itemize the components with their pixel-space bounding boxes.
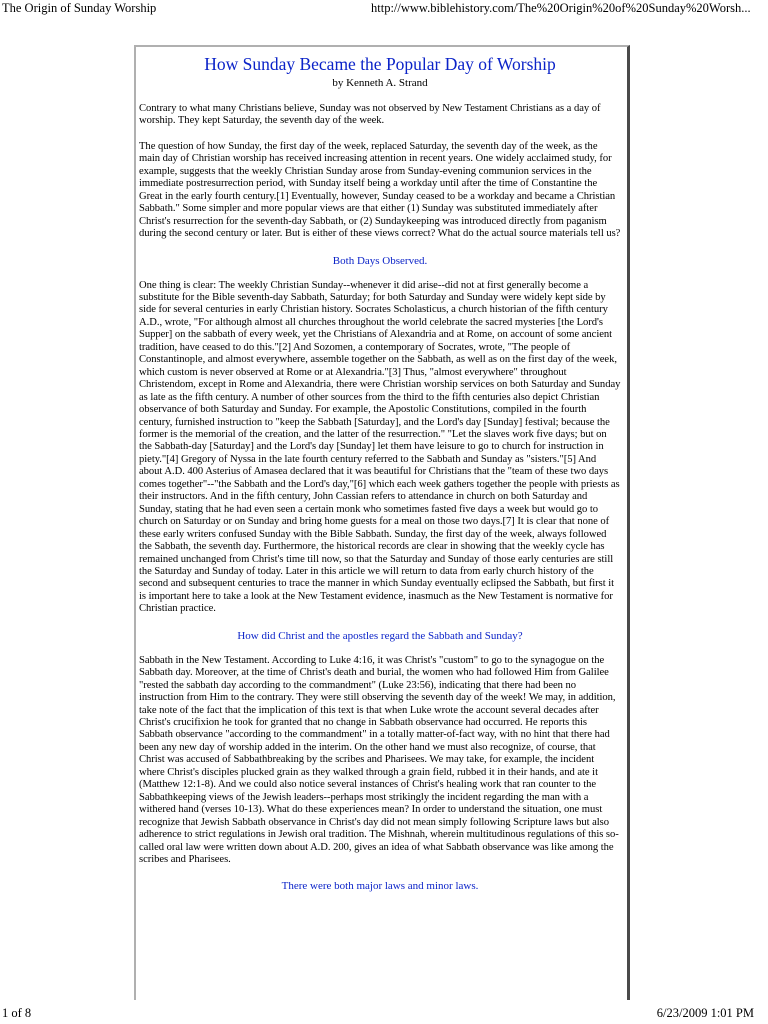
paragraph-both-days: One thing is clear: The weekly Christian Sunday--whenever it did arise--did not at first generally become a substitute for the Bible seventh-day Sabbath, Saturday; for both Saturday and Sunday were widely kept side by side for several centuries in early Christian history. Socrates Scholasticus, a church historian of the fifth century A.D., wrote, "For although almost all churches throughout the world celebrate the sacred mysteries [the Lord's Supper] on the sabbath of every week, yet the Christians of Alexandria and at Rome, on account of some ancient tradition, have ceased to do this."[2] And Sozomen, a contemporary of Socrates, wrote, "The people of Constantinople, and almost everywhere, assemble together on the Sabbath, as well as on the first day of the week, which custom is never observed at Rome or at Alexandria."[3] Thus, "almost everywhere" throughout Christendom, except in Rome and Alexandria, there were Christian worship services on both Saturday and Sunday as late as the fifth century. A number of other sources from the third to the fifth centuries also depict Christian observance of both Saturday and Sunday. For example, the Apostolic Constitutions, compiled in the fourth century, furnished instruction to "keep the Sabbath [Saturday], and the Lord's day [Sunday] festival; because the former is the memorial of the creation, and the latter of the resurrection." "Let the slaves work five days; but on the Sabbath-day [Saturday] and the Lord's day [Sunday] let them have leisure to go to church for instruction in piety."[4] Gregory of Nyssa in the late fourth century referred to the Sabbath and Sunday as "sisters."[5] And about A.D. 400 Asterius of Amasea declared that it was beautiful for Christians that the "team of these two days comes together"--"the Sabbath and the Lord's day,"[6] which each week gathers together the people with priests as their instructors. And in the fifth century, John Cassian refers to attendance in church on both Saturday and Sunday, stating that he had even seen a certain monk who sometimes fasted five days a week but would go to church on Saturday or on Sunday and bring home guests for a meal on those two days.[7] It is clear that none of these early writers confused Sunday with the Bible Sabbath. Sunday, the first day of the week, always followed the Sabbath, the seventh day. Furthermore, the historical records are clear in showing that the weekly cycle has remained unchanged from Christ's time till now, so that the Saturday and Sunday of those early centuries are still the Saturday and Sunday of today. Later in this article we will return to data from early church history of the second and subsequent centuries to trace the manner in which Sunday eventually eclipsed the Sabbath, but first it is important here to take a look at the New Testament evidence, inasmuch as the New Testament is normative for Christian practice. bbox=[139, 279, 621, 615]
article-byline: by Kenneth A. Strand bbox=[332, 77, 428, 89]
paragraph-intro: Contrary to what many Christians believe, Sunday was not observed by New Testament Christians as a day of worship. They kept Saturday, the seventh day of the week. bbox=[139, 103, 601, 127]
print-header-title: The Origin of Sunday Worship bbox=[2, 1, 157, 15]
paragraph-question: The question of how Sunday, the first day of the week, replaced Saturday, the seventh day of the week, as the main day of Christian worship has received increasing attention in recent years. One widely acclaimed study, for example, suggests that the weekly Christian Sunday arose from Sunday-evening communion services in the immediate postresurrection period, with Sunday itself being a workday until after the time of Constantine the Great in the early fourth century.[1] Eventually, however, Sunday ceased to be a workday and became a Christian Sabbath." Some simpler and more popular views are that either (1) Sunday was substituted immediately after Christ's resurrection for the seventh-day Sabbath, or (2) Sundaykeeping was introduced directly from paganism during the second century or later. But is either of these views correct? What do the actual source materials tell us? bbox=[139, 140, 621, 240]
print-footer-page: 1 of 8 bbox=[2, 1006, 32, 1020]
article-frame bbox=[134, 45, 630, 1000]
article-title: How Sunday Became the Popular Day of Worship bbox=[204, 54, 556, 74]
section-heading-both-days: Both Days Observed. bbox=[332, 254, 428, 267]
section-heading-christ-apostles: How did Christ and the apostles regard the Sabbath and Sunday? bbox=[237, 629, 523, 642]
article-content bbox=[139, 54, 621, 905]
paragraph-sabbath-nt: Sabbath in the New Testament. According to Luke 4:16, it was Christ's "custom" to go to the synagogue on the Sabbath day. Moreover, at the time of Christ's death and burial, the women who had followed Him from Galilee "rested the sabbath day according to the commandment" (Luke 23:56), indicating that there had been no instruction from Him to the contrary. They were still observing the seventh day of the week! We may, in addition, take note of the fact that the implication of this text is that when Luke wrote the account several decades after Christ's crucifixion he took for granted that no change in Sabbath observance had occurred. He reports this Sabbath observance "according to the commandment" in a totally matter-of-fact way, with no hint that there had been any new day of worship added in the interim. On the other hand we must also recognize, of course, that Christ was accused of Sabbathbreaking by the scribes and Pharisees. We may take, for example, the incident where Christ's disciples plucked grain as they walked through a grain field, rubbed it in their hands, and ate it (Matthew 12:1-8). And we could also notice several instances of Christ's healing work that ran counter to the Sabbathkeeping views of the Jewish leaders--perhaps most strikingly the incident regarding the man with a withered hand (verses 10-13). What do these experiences mean? In order to understand the situation, one must recognize that Jewish Sabbath observance in Christ's day did not mean simply following Scripture laws but also adherence to strict regulations in Jewish oral tradition. The Mishnah, wherein multitudinous regulations of this so-called oral law were written down about A.D. 200, gives an idea of what Sabbath observance was like among the scribes and Pharisees. bbox=[139, 654, 619, 866]
print-header-url: http://www.biblehistory.com/The%20Origin%20of%20Sunday%20Worsh... bbox=[371, 1, 751, 15]
section-heading-major-minor-laws: There were both major laws and minor laws. bbox=[281, 880, 479, 893]
print-footer-datetime: 6/23/2009 1:01 PM bbox=[656, 1006, 754, 1020]
